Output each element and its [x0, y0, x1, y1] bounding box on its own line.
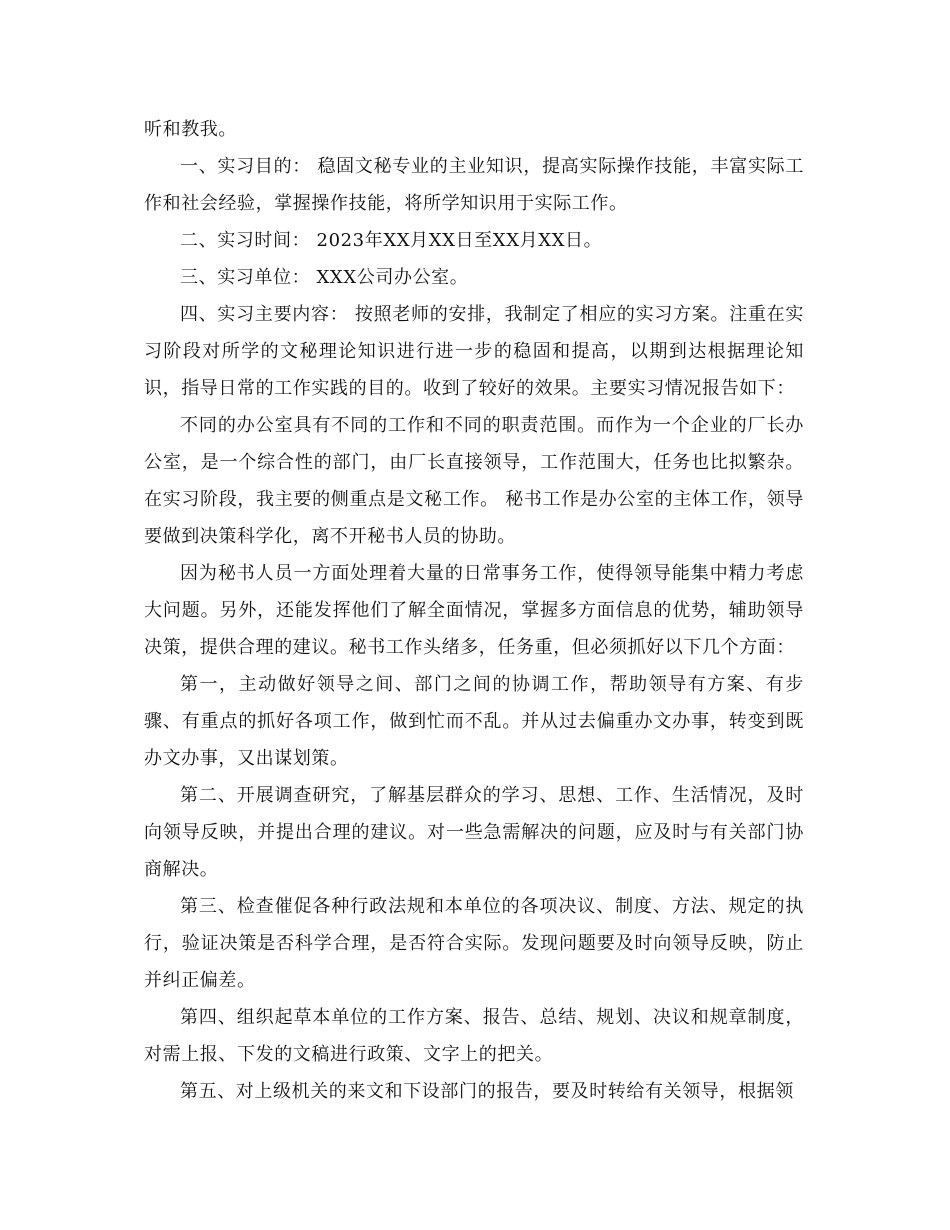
paragraph-secretary-role: 因为秘书人员一方面处理着大量的日常事务工作，使得领导能集中精力考虑大问题。另外，还能发挥他们了解全面情况，掌握多方面信息的优势，辅助领导决策，提供合理的建议。秘书工作头绪多，任务重，但必须抓好以下几个方面： — [144, 563, 804, 658]
paragraph-office-scope: 不同的办公室具有不同的工作和不同的职责范围。而作为一个企业的厂长办公室，是一个综合性的部门，由厂长直接领导，工作范围大，任务也比拟繁杂。在实习阶段，我主要的侧重点是文秘工作。 秘书工作是办公室的主体工作，领导要做到决策科学化，离不开秘书人员的协助。 — [144, 415, 804, 547]
paragraph-internship-purpose: 一、实习目的： 稳固文秘专业的主业知识，提高实际操作技能，丰富实际工作和社会经验，掌握操作技能，将所学知识用于实际工作。 — [144, 156, 804, 214]
paragraph-internship-time: 二、实习时间： 2023年XX月XX日至XX月XX日。 — [180, 230, 603, 251]
paragraph-point-three: 第三、检查催促各种行政法规和本单位的各项决议、制度、方法、规定的执行，验证决策是否科学合理，是否符合实际。发现问题要及时向领导反映，防止并纠正偏差。 — [144, 896, 804, 991]
paragraph-internship-unit: 三、实习单位： XXX公司办公室。 — [180, 267, 469, 288]
paragraph-point-four: 第四、组织起草本单位的工作方案、报告、总结、规划、决议和规章制度，对需上报、下发的文稿进行政策、文字上的把关。 — [144, 1007, 804, 1065]
paragraph-point-one: 第一，主动做好领导之间、部门之间的协调工作，帮助领导有方案、有步骤、有重点的抓好各项工作，做到忙而不乱。并从过去偏重办文办事，转变到既办文办事，又出谋划策。 — [144, 674, 804, 769]
paragraph-point-two: 第二、开展调查研究，了解基层群众的学习、思想、工作、生活情况，及时向领导反映，并提出合理的建议。对一些急需解决的问题，应及时与有关部门协商解决。 — [144, 785, 804, 880]
paragraph-continuation: 听和教我。 — [144, 119, 237, 140]
paragraph-internship-content: 四、实习主要内容： 按照老师的安排，我制定了相应的实习方案。注重在实习阶段对所学的文秘理论知识进行进一步的稳固和提高，以期到达根据理论知识，指导日常的工作实践的目的。收到了较好的效果。主要实习情况报告如下： — [144, 304, 804, 399]
paragraph-point-five: 第五、对上级机关的来文和下设部门的报告，要及时转给有关领导，根据领 — [180, 1081, 794, 1102]
document-body — [144, 111, 804, 1110]
